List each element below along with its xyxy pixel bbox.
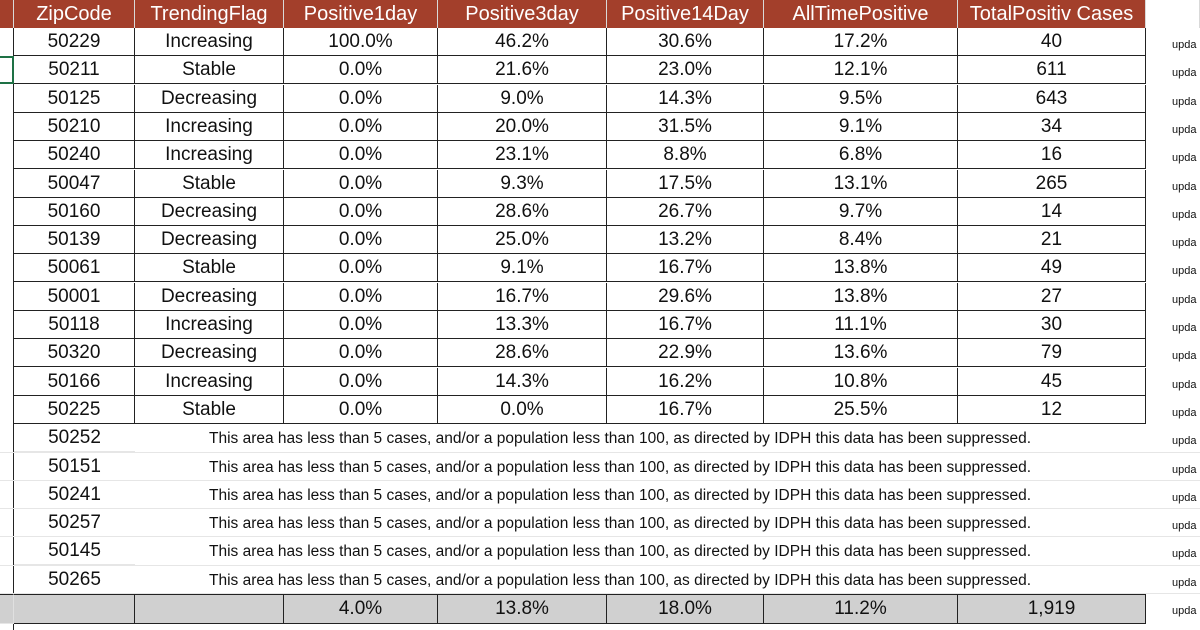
cell-alltimepositive[interactable]: 11.1% [764, 311, 958, 339]
cell-totalpositive-cases[interactable]: 643 [958, 85, 1146, 113]
cell-trendingflag[interactable]: Decreasing [135, 339, 284, 367]
cell-positive3day[interactable]: 21.6% [438, 56, 607, 84]
cell-positive3day[interactable]: 13.3% [438, 311, 607, 339]
suppressed-message: This area has less than 5 cases, and/or a population less than 100, as directed by IDPH this data has been suppressed. [209, 459, 1031, 476]
cell-trendingflag[interactable]: Stable [135, 56, 284, 84]
cell-positive14day[interactable]: 23.0% [607, 56, 764, 84]
column-header-positive14day[interactable]: Positive14Day [607, 0, 764, 28]
side-text: upda [1172, 39, 1197, 51]
suppressed-message: This area has less than 5 cases, and/or a population less than 100, as directed by IDPH this data has been suppressed. [209, 515, 1031, 532]
cell-positive3day[interactable]: 20.0% [438, 113, 607, 141]
column-header-trendingflag[interactable]: TrendingFlag [135, 0, 284, 28]
cell-positive14day[interactable]: 8.8% [607, 141, 764, 169]
total-totalpositive-cases[interactable]: 1,919 [958, 594, 1146, 624]
cell-positive1day[interactable]: 0.0% [284, 368, 438, 396]
cell-positive14day[interactable]: 16.7% [607, 311, 764, 339]
cell-zipcode[interactable]: 50001 [14, 283, 135, 311]
cell-totalpositive-cases[interactable]: 611 [958, 56, 1146, 84]
cell-totalpositive-cases[interactable]: 21 [958, 226, 1146, 254]
side-text: upda [1172, 209, 1197, 221]
cell-positive3day[interactable]: 0.0% [438, 396, 607, 424]
cell-zipcode[interactable]: 50257 [14, 509, 135, 537]
cell-positive14day[interactable]: 30.6% [607, 28, 764, 56]
cell-trendingflag[interactable]: Stable [135, 170, 284, 198]
cell-alltimepositive[interactable]: 13.8% [764, 254, 958, 282]
cell-trendingflag[interactable]: Decreasing [135, 226, 284, 254]
column-header-positive3day[interactable]: Positive3day [438, 0, 607, 28]
cell-positive14day[interactable]: 31.5% [607, 113, 764, 141]
column-header-alltimepositive[interactable]: AllTimePositive [764, 0, 958, 28]
cell-alltimepositive[interactable]: 9.7% [764, 198, 958, 226]
cell-zipcode[interactable]: 50210 [14, 113, 135, 141]
cell-trendingflag[interactable]: Increasing [135, 368, 284, 396]
total-zipcode[interactable] [14, 594, 135, 624]
cell-zipcode[interactable]: 50252 [14, 424, 135, 452]
cell-trendingflag[interactable]: Decreasing [135, 283, 284, 311]
side-text: upda [1172, 294, 1197, 306]
side-text: upda [1172, 322, 1197, 334]
side-text: upda [1172, 181, 1197, 193]
cell-positive1day[interactable]: 0.0% [284, 56, 438, 84]
side-text: upda [1172, 379, 1197, 391]
cell-positive3day[interactable]: 9.1% [438, 254, 607, 282]
cell-positive14day[interactable]: 14.3% [607, 85, 764, 113]
column-header-positive1day[interactable]: Positive1day [284, 0, 438, 28]
side-text: upda [1172, 520, 1197, 532]
header-corner [0, 0, 14, 28]
cell-alltimepositive[interactable]: 9.1% [764, 113, 958, 141]
side-text: upda [1172, 577, 1197, 589]
column-header-totalpositive-cases[interactable]: TotalPositiv Cases [958, 0, 1146, 28]
row-header-strip [0, 28, 14, 630]
cell-zipcode[interactable]: 50061 [14, 254, 135, 282]
cell-positive1day[interactable]: 0.0% [284, 85, 438, 113]
suppressed-message: This area has less than 5 cases, and/or a population less than 100, as directed by IDPH this data has been suppressed. [209, 487, 1031, 504]
side-text: upda [1172, 237, 1197, 249]
cell-positive1day[interactable]: 0.0% [284, 311, 438, 339]
header-filler [1146, 0, 1200, 28]
cell-trendingflag[interactable]: Stable [135, 254, 284, 282]
cell-totalpositive-cases[interactable]: 40 [958, 28, 1146, 56]
cell-positive14day[interactable]: 13.2% [607, 226, 764, 254]
side-text: upda [1172, 605, 1197, 617]
cell-zipcode[interactable]: 50160 [14, 198, 135, 226]
cell-positive3day[interactable]: 16.7% [438, 283, 607, 311]
suppressed-message: This area has less than 5 cases, and/or a population less than 100, as directed by IDPH this data has been suppressed. [209, 543, 1031, 560]
cell-positive14day[interactable]: 16.7% [607, 254, 764, 282]
selected-cell-indicator [0, 56, 14, 84]
cell-positive3day[interactable]: 25.0% [438, 226, 607, 254]
cell-alltimepositive[interactable]: 13.8% [764, 283, 958, 311]
cell-positive1day[interactable]: 100.0% [284, 28, 438, 56]
cell-totalpositive-cases[interactable]: 49 [958, 254, 1146, 282]
cell-positive1day[interactable]: 0.0% [284, 226, 438, 254]
cell-zipcode[interactable]: 50125 [14, 85, 135, 113]
cell-zipcode[interactable]: 50320 [14, 339, 135, 367]
cell-trendingflag[interactable]: Increasing [135, 141, 284, 169]
cell-totalpositive-cases[interactable]: 45 [958, 368, 1146, 396]
cell-totalpositive-cases[interactable]: 34 [958, 113, 1146, 141]
cell-zipcode[interactable]: 50139 [14, 226, 135, 254]
cell-positive1day[interactable]: 0.0% [284, 254, 438, 282]
side-text: upda [1172, 265, 1197, 277]
cell-zipcode[interactable]: 50241 [14, 481, 135, 509]
side-text: upda [1172, 124, 1197, 136]
cell-positive3day[interactable]: 28.6% [438, 339, 607, 367]
cell-alltimepositive[interactable]: 17.2% [764, 28, 958, 56]
side-text: upda [1172, 492, 1197, 504]
cell-totalpositive-cases[interactable]: 16 [958, 141, 1146, 169]
cell-alltimepositive[interactable]: 8.4% [764, 226, 958, 254]
cell-totalpositive-cases[interactable]: 79 [958, 339, 1146, 367]
cell-positive14day[interactable]: 16.2% [607, 368, 764, 396]
side-text: upda [1172, 407, 1197, 419]
column-header-zipcode[interactable]: ZipCode [14, 0, 135, 28]
cell-zipcode[interactable]: 50166 [14, 368, 135, 396]
total-positive14day[interactable]: 18.0% [607, 594, 764, 624]
cell-positive1day[interactable]: 0.0% [284, 339, 438, 367]
cell-trendingflag[interactable]: Decreasing [135, 85, 284, 113]
cell-alltimepositive[interactable]: 9.5% [764, 85, 958, 113]
cell-positive1day[interactable]: 0.0% [284, 113, 438, 141]
cell-positive14day[interactable]: 26.7% [607, 198, 764, 226]
cell-trendingflag[interactable]: Stable [135, 396, 284, 424]
cell-zipcode[interactable]: 50118 [14, 311, 135, 339]
side-text: upda [1172, 548, 1197, 560]
cell-positive3day[interactable]: 9.3% [438, 170, 607, 198]
suppressed-message: This area has less than 5 cases, and/or a population less than 100, as directed by IDPH this data has been suppressed. [209, 572, 1031, 589]
cell-zipcode[interactable]: 50211 [14, 56, 135, 84]
cell-positive1day[interactable]: 0.0% [284, 283, 438, 311]
cell-positive1day[interactable]: 0.0% [284, 141, 438, 169]
total-row-left [0, 594, 14, 624]
cell-alltimepositive[interactable]: 12.1% [764, 56, 958, 84]
cell-totalpositive-cases[interactable]: 12 [958, 396, 1146, 424]
cell-totalpositive-cases[interactable]: 27 [958, 283, 1146, 311]
cell-positive3day[interactable]: 46.2% [438, 28, 607, 56]
cell-positive3day[interactable]: 28.6% [438, 198, 607, 226]
cell-zipcode[interactable]: 50240 [14, 141, 135, 169]
cell-trendingflag[interactable]: Decreasing [135, 198, 284, 226]
cell-trendingflag[interactable]: Increasing [135, 113, 284, 141]
cell-trendingflag[interactable]: Increasing [135, 311, 284, 339]
suppressed-message: This area has less than 5 cases, and/or a population less than 100, as directed by IDPH this data has been suppressed. [209, 430, 1031, 447]
cell-positive14day[interactable]: 16.7% [607, 396, 764, 424]
cell-positive1day[interactable]: 0.0% [284, 396, 438, 424]
cell-zipcode[interactable]: 50225 [14, 396, 135, 424]
cell-positive1day[interactable]: 0.0% [284, 198, 438, 226]
cell-totalpositive-cases[interactable]: 30 [958, 311, 1146, 339]
cell-zipcode[interactable]: 50145 [14, 537, 135, 565]
cell-positive3day[interactable]: 9.0% [438, 85, 607, 113]
side-text: upda [1172, 435, 1197, 447]
cell-positive1day[interactable]: 0.0% [284, 170, 438, 198]
total-positive3day[interactable]: 13.8% [438, 594, 607, 624]
cell-alltimepositive[interactable]: 13.1% [764, 170, 958, 198]
cell-alltimepositive[interactable]: 10.8% [764, 368, 958, 396]
cell-totalpositive-cases[interactable]: 14 [958, 198, 1146, 226]
side-text: upda [1172, 152, 1197, 164]
cell-positive14day[interactable]: 22.9% [607, 339, 764, 367]
cell-alltimepositive[interactable]: 13.6% [764, 339, 958, 367]
side-text: upda [1172, 350, 1197, 362]
total-trendingflag[interactable] [135, 594, 284, 624]
cell-positive3day[interactable]: 14.3% [438, 368, 607, 396]
cell-zipcode[interactable]: 50265 [14, 566, 135, 594]
cell-zipcode[interactable]: 50151 [14, 453, 135, 481]
total-alltimepositive[interactable]: 11.2% [764, 594, 958, 624]
cell-positive14day[interactable]: 29.6% [607, 283, 764, 311]
cell-totalpositive-cases[interactable]: 265 [958, 170, 1146, 198]
side-text: upda [1172, 96, 1197, 108]
cell-alltimepositive[interactable]: 25.5% [764, 396, 958, 424]
side-text: upda [1172, 464, 1197, 476]
cell-positive14day[interactable]: 17.5% [607, 170, 764, 198]
cell-alltimepositive[interactable]: 6.8% [764, 141, 958, 169]
total-positive1day[interactable]: 4.0% [284, 594, 438, 624]
cell-zipcode[interactable]: 50047 [14, 170, 135, 198]
side-text: upda [1172, 67, 1197, 79]
cell-zipcode[interactable]: 50229 [14, 28, 135, 56]
cell-positive3day[interactable]: 23.1% [438, 141, 607, 169]
cell-trendingflag[interactable]: Increasing [135, 28, 284, 56]
